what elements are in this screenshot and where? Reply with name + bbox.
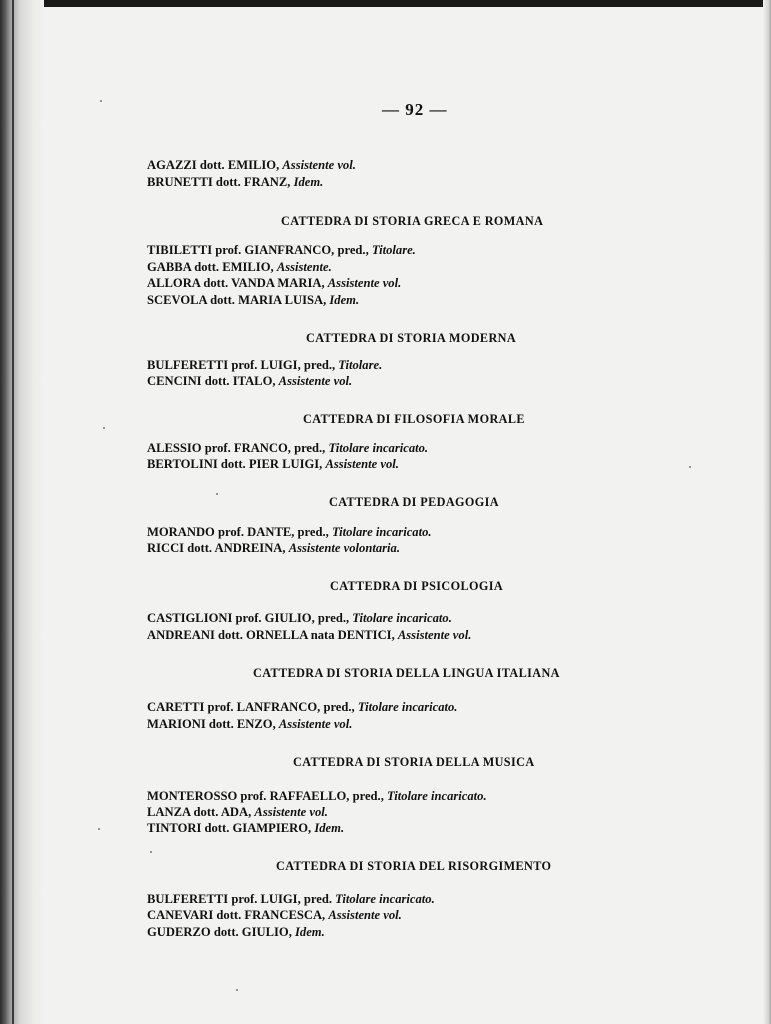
section-heading: CATTEDRA DI STORIA DELLA LINGUA ITALIANA xyxy=(253,666,560,680)
section-heading: CATTEDRA DI STORIA MODERNA xyxy=(306,331,517,345)
staff-name: BULFERETTI prof. LUIGI, pred., xyxy=(147,358,339,372)
staff-role: Titolare incaricato. xyxy=(357,700,458,714)
staff-entry xyxy=(147,788,487,804)
section-heading: CATTEDRA DI STORIA DEL RISORGIMENTO xyxy=(276,859,552,873)
staff-name: ANDREANI dott. ORNELLA nata DENTICI, xyxy=(147,628,398,642)
staff-role: Idem. xyxy=(314,821,345,835)
staff-name: GUDERZO dott. GIULIO, xyxy=(147,925,295,939)
staff-name: RICCI dott. ANDREINA, xyxy=(147,541,289,555)
staff-name: LANZA dott. ADA, xyxy=(147,805,255,819)
staff-name: AGAZZI dott. EMILIO, xyxy=(147,158,283,172)
scan-left-line xyxy=(12,0,14,1024)
scan-speck xyxy=(236,989,238,991)
staff-name: BERTOLINI dott. PIER LUIGI, xyxy=(147,457,326,471)
staff-role: Idem. xyxy=(293,175,324,189)
staff-role: Titolare incaricato. xyxy=(387,789,487,803)
staff-role: Titolare incaricato. xyxy=(335,892,435,906)
scan-speck xyxy=(100,100,102,102)
staff-name: TIBILETTI prof. GIANFRANCO, pred., xyxy=(147,243,372,257)
staff-role: Titolare. xyxy=(338,358,383,372)
staff-entry xyxy=(147,157,356,173)
staff-role: Titolare incaricato. xyxy=(352,611,452,625)
staff-entry xyxy=(147,699,457,715)
staff-name: GABBA dott. EMILIO, xyxy=(147,260,277,274)
staff-name: MONTEROSSO prof. RAFFAELLO, pred., xyxy=(147,789,388,803)
section-heading: CATTEDRA DI PEDAGOGIA xyxy=(329,495,500,509)
staff-name: SCEVOLA dott. MARIA LUISA, xyxy=(147,293,330,307)
staff-name: MARIONI dott. ENZO, xyxy=(147,717,279,731)
staff-entry xyxy=(147,716,352,732)
section-heading: CATTEDRA DI FILOSOFIA MORALE xyxy=(303,412,525,426)
staff-role: Assistente. xyxy=(276,260,332,274)
page-number: — 92 — xyxy=(382,100,448,119)
scan-speck xyxy=(689,466,691,468)
staff-entry xyxy=(147,820,344,836)
scan-top-border xyxy=(0,0,771,7)
scan-speck xyxy=(103,427,105,429)
staff-role: Assistente vol. xyxy=(328,908,402,922)
scan-speck xyxy=(150,851,152,853)
scan-right-edge xyxy=(763,0,771,1024)
staff-entry xyxy=(147,610,452,626)
staff-role: Assistente vol. xyxy=(325,457,399,471)
staff-name: BRUNETTI dott. FRANZ, xyxy=(147,175,294,189)
staff-entry xyxy=(147,627,471,643)
staff-role: Assistente vol. xyxy=(397,628,472,642)
staff-entry xyxy=(147,804,328,820)
staff-role: Assistente vol. xyxy=(282,158,356,172)
scan-speck xyxy=(98,828,100,830)
staff-entry xyxy=(147,540,400,556)
staff-entry xyxy=(147,292,359,308)
staff-name: BULFERETTI prof. LUIGI, pred. xyxy=(147,892,336,906)
staff-entry xyxy=(147,373,352,389)
staff-role: Assistente volontaria. xyxy=(288,541,400,555)
staff-entry xyxy=(147,524,432,540)
staff-entry xyxy=(147,891,435,907)
staff-entry xyxy=(147,242,416,258)
staff-name: CASTIGLIONI prof. GIULIO, pred., xyxy=(147,611,353,625)
staff-name: ALLORA dott. VANDA MARIA, xyxy=(147,276,328,290)
staff-name: CARETTI prof. LANFRANCO, pred., xyxy=(147,700,358,714)
staff-name: MORANDO prof. DANTE, pred., xyxy=(147,525,332,539)
staff-role: Assistente vol. xyxy=(278,717,353,731)
staff-entry xyxy=(147,440,428,456)
staff-role: Titolare incaricato. xyxy=(328,441,429,455)
staff-role: Idem. xyxy=(329,293,360,307)
staff-entry xyxy=(147,924,325,940)
staff-entry xyxy=(147,456,399,472)
staff-name: CENCINI dott. ITALO, xyxy=(147,374,279,388)
staff-role: Idem. xyxy=(295,925,325,939)
staff-name: ALESSIO prof. FRANCO, pred., xyxy=(147,441,329,455)
staff-role: Titolare incaricato. xyxy=(331,525,432,539)
staff-entry xyxy=(147,259,332,275)
staff-role: Assistente vol. xyxy=(327,276,402,290)
staff-entry xyxy=(147,275,401,291)
staff-name: CANEVARI dott. FRANCESCA, xyxy=(147,908,329,922)
scan-left-binding xyxy=(0,0,44,1024)
staff-role: Titolare. xyxy=(371,243,416,257)
staff-entry xyxy=(147,174,323,190)
staff-name: TINTORI dott. GIAMPIERO, xyxy=(147,821,315,835)
staff-entry xyxy=(147,907,402,923)
section-heading: CATTEDRA DI STORIA GRECA E ROMANA xyxy=(281,214,544,228)
staff-entry xyxy=(147,357,382,373)
staff-role: Assistente vol. xyxy=(254,805,328,819)
staff-role: Assistente vol. xyxy=(278,374,353,388)
section-heading: CATTEDRA DI STORIA DELLA MUSICA xyxy=(293,755,535,769)
scan-speck xyxy=(216,493,218,495)
section-heading: CATTEDRA DI PSICOLOGIA xyxy=(330,579,504,593)
